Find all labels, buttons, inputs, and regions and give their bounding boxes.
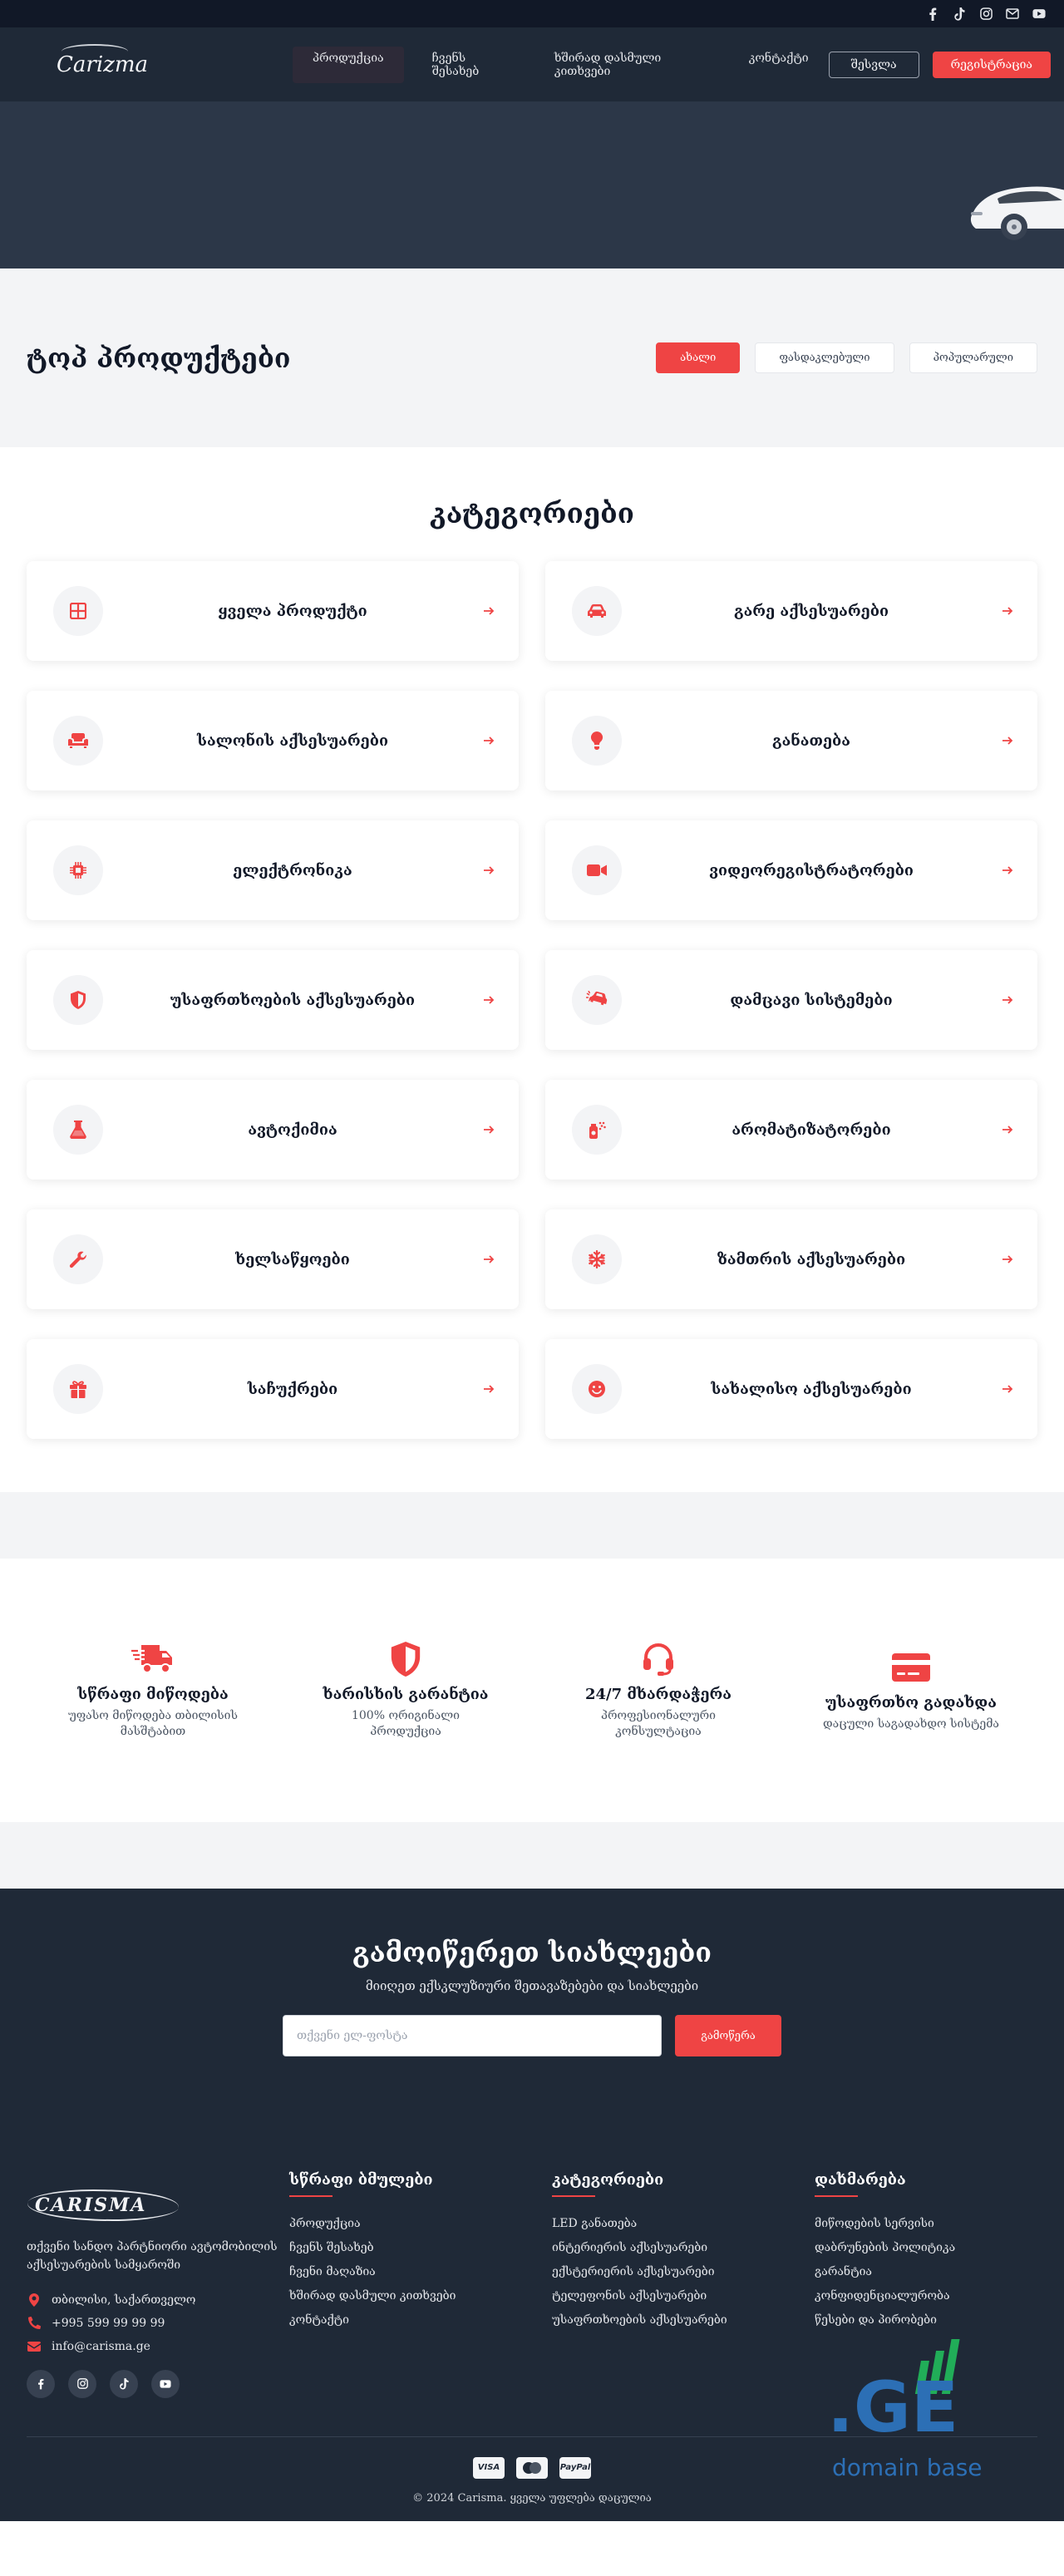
mail-icon[interactable] (1006, 7, 1019, 21)
contact-address (27, 2293, 289, 2307)
category-label: ვიდეორეგისტრატორები (709, 861, 914, 879)
newsletter-section (0, 1889, 1064, 2106)
wrench-icon (53, 1234, 103, 1284)
arrow-right-icon (482, 734, 495, 747)
feature-text: უფასო მიწოდება თბილისის მასშტაბით (68, 1709, 238, 1738)
section-spacer (0, 1492, 1064, 1559)
category-label: ზამთრის აქსესუარები (717, 1250, 906, 1268)
newsletter-subtitle: მიიღეთ ექსკლუზიური შეთავაზებები და სიახლეები (365, 1978, 699, 1993)
feature-support (532, 1641, 785, 1740)
categories-title: კატეგორიები (430, 497, 634, 529)
category-label: ავტოქიმია (248, 1121, 337, 1139)
phone-text[interactable]: +995 599 99 99 99 (52, 2316, 165, 2330)
category-label: საჩუქრები (247, 1380, 338, 1398)
footer-logo[interactable] (27, 2189, 155, 2221)
address-text: თბილისი, საქართველო (52, 2293, 196, 2307)
feature-title: სწრაფი მიწოდება (77, 1686, 229, 1704)
footer-link[interactable]: კონფიდენციალურობა (815, 2289, 950, 2303)
category-card-fresheners[interactable] (545, 1080, 1037, 1180)
arrow-right-icon (1001, 1382, 1014, 1396)
title-underline (289, 2195, 332, 2197)
arrow-right-icon (482, 1123, 495, 1136)
car-icon (572, 586, 622, 636)
arrow-right-icon (482, 1382, 495, 1396)
contact-email (27, 2340, 289, 2353)
grid-icon (53, 586, 103, 636)
gift-icon (53, 1364, 103, 1414)
arrow-right-icon (1001, 1123, 1014, 1136)
flask-icon (53, 1105, 103, 1155)
filter-new[interactable]: ახალი (656, 342, 740, 373)
title-underline (552, 2195, 595, 2197)
car-crash-icon (572, 975, 622, 1025)
feature-text: 100% ორიგინალი პროდუქცია (351, 1709, 460, 1738)
category-card-electronics[interactable] (27, 820, 519, 920)
domain-base-watermark (827, 2327, 993, 2494)
login-button[interactable]: შესვლა (829, 52, 919, 78)
footer-link[interactable]: ტელეფონის აქსესუარები (552, 2289, 707, 2303)
category-card-safety[interactable] (27, 950, 519, 1050)
register-button[interactable]: რეგისტრაცია (933, 52, 1051, 78)
title-underline (815, 2195, 858, 2197)
filter-popular[interactable]: პოპულარული (909, 342, 1037, 373)
youtube-icon[interactable] (1032, 7, 1046, 21)
video-camera-icon (572, 845, 622, 895)
feature-text: პროფესიონალური კონსულტაცია (600, 1709, 717, 1738)
feature-title: უსაფრთხო გადახდა (825, 1693, 997, 1712)
feature-text: დაცული საგადახდო სისტემა (823, 1717, 999, 1731)
product-filters (656, 342, 1037, 373)
category-label: ყველა პროდუქტი (218, 602, 367, 620)
category-label: დამცავი სისტემები (730, 991, 893, 1009)
category-card-lighting[interactable] (545, 691, 1037, 791)
top-products-section (0, 268, 1064, 447)
logo-car-outline (62, 44, 128, 59)
main-header (0, 27, 1064, 102)
nav-faq[interactable]: ხშირად დასმული კითხვები (554, 51, 662, 78)
arrow-right-icon (1001, 864, 1014, 877)
footer-link[interactable]: კონტაქტი (289, 2313, 349, 2327)
footer-link[interactable]: ჩვენი მაღაზია (289, 2265, 376, 2278)
paypal-icon: PayPal (559, 2457, 591, 2479)
tiktok-icon[interactable] (953, 7, 966, 21)
nav-contact[interactable]: კონტაქტი (748, 51, 809, 65)
headset-icon (637, 1641, 680, 1677)
categories-grid (27, 561, 1037, 1439)
site-logo[interactable] (57, 52, 229, 77)
nav-about[interactable]: ჩვენს შესახებ (431, 51, 480, 78)
category-label: გარე აქსესუარები (734, 602, 889, 620)
footer-quick-links (289, 2171, 552, 2398)
footer-link[interactable]: უსაფრთხოების აქსესუარები (552, 2313, 727, 2327)
shield-icon (53, 975, 103, 1025)
footer-link[interactable]: ჩვენს შესახებ (289, 2241, 374, 2254)
subscribe-button[interactable]: გამოწერა (675, 2015, 781, 2056)
newsletter-form (0, 2015, 1064, 2056)
footer-link[interactable]: წესები და პირობები (815, 2313, 937, 2327)
category-card-dashcams[interactable] (545, 820, 1037, 920)
instagram-icon[interactable] (68, 2370, 96, 2398)
footer-link[interactable]: დაბრუნების პოლიტიკა (815, 2241, 956, 2254)
footer-link[interactable]: გარანტია (815, 2265, 872, 2278)
category-card-gifts[interactable] (27, 1339, 519, 1439)
category-card-tools[interactable] (27, 1209, 519, 1309)
phone-icon (27, 2317, 42, 2330)
hero-banner (0, 102, 1064, 268)
section-spacer (0, 1822, 1064, 1889)
category-card-protection[interactable] (545, 950, 1037, 1050)
spray-icon (572, 1105, 622, 1155)
footer-link[interactable]: ხშირად დასმული კითხვები (289, 2289, 456, 2303)
arrow-right-icon (1001, 993, 1014, 1007)
mail-icon (27, 2340, 42, 2353)
footer-column-title: სწრაფი ბმულები (289, 2171, 433, 2189)
category-label: ხელსაწყოები (235, 1250, 350, 1268)
footer-link[interactable]: მიწოდების სერვისი (815, 2217, 934, 2230)
feature-title: ხარისხის გარანტია (323, 1686, 489, 1704)
mastercard-icon (516, 2457, 548, 2479)
top-products-title: ტოპ პროდუქტები (27, 342, 291, 374)
categories-section (0, 447, 1064, 1492)
copyright-text: © 2024 Carisma. ყველა უფლება დაცულია (412, 2491, 652, 2505)
footer-link[interactable]: პროდუქცია (289, 2217, 361, 2230)
email-text[interactable]: info@carisma.ge (52, 2339, 150, 2353)
credit-card-icon (889, 1649, 933, 1686)
couch-icon (53, 716, 103, 766)
category-card-autochemistry[interactable] (27, 1080, 519, 1180)
footer-description: თქვენი სანდო პარტნიორი ავტომობილის აქსესუარების სამყაროში (27, 2240, 278, 2273)
facebook-icon[interactable] (926, 7, 939, 21)
arrow-right-icon (482, 993, 495, 1007)
instagram-icon[interactable] (979, 7, 993, 21)
category-card-fun[interactable] (545, 1339, 1037, 1439)
footer-logo-text: CARISMA (35, 2194, 147, 2216)
footer-link[interactable]: ექსტერიერის აქსესუარები (552, 2265, 715, 2278)
footer-categories (552, 2171, 815, 2398)
chip-icon (53, 845, 103, 895)
footer-social-links (27, 2370, 289, 2398)
car-image (964, 170, 1064, 245)
arrow-right-icon (482, 604, 495, 618)
feature-secure-payment (785, 1649, 1037, 1732)
footer-about (27, 2171, 289, 2398)
tiktok-icon[interactable] (110, 2370, 138, 2398)
nav-products[interactable]: პროდუქცია (293, 47, 404, 83)
category-card-winter[interactable] (545, 1209, 1037, 1309)
features-section (0, 1559, 1064, 1822)
category-label: ელექტრონიკა (233, 861, 352, 879)
category-card-interior[interactable] (27, 691, 519, 791)
category-card-all-products[interactable] (27, 561, 519, 661)
category-label: სახალისო აქსესუარები (711, 1380, 912, 1398)
feature-fast-delivery (27, 1641, 279, 1740)
watermark-domain-text: domain base (832, 2454, 983, 2481)
logo-text: Carizma (57, 52, 148, 77)
filter-discounted[interactable]: ფასდაკლებული (755, 342, 894, 373)
arrow-right-icon (482, 1253, 495, 1266)
arrow-right-icon (1001, 734, 1014, 747)
category-label: სალონის აქსესუარები (196, 731, 389, 750)
contact-phone (27, 2317, 289, 2330)
logo-swoosh (21, 2189, 185, 2221)
category-card-exterior[interactable] (545, 561, 1037, 661)
shield-icon (384, 1641, 427, 1677)
smile-icon (572, 1364, 622, 1414)
footer-link[interactable]: ინტერიერის აქსესუარები (552, 2241, 708, 2254)
feature-title: 24/7 მხარდაჭერა (584, 1686, 732, 1704)
location-pin-icon (27, 2293, 42, 2307)
footer-column-title: კატეგორიები (552, 2171, 664, 2189)
feature-quality (279, 1641, 532, 1740)
arrow-right-icon (482, 864, 495, 877)
watermark-ge-text: .GE (827, 2367, 959, 2448)
category-label: განათება (772, 731, 850, 750)
main-nav (293, 47, 829, 83)
newsletter-title: გამოიწერეთ სიახლეები (352, 1937, 712, 1968)
visa-icon: VISA (473, 2457, 505, 2479)
category-label: არომატიზატორები (732, 1121, 891, 1139)
snowflake-icon (572, 1234, 622, 1284)
youtube-icon[interactable] (151, 2370, 180, 2398)
category-label: უსაფრთხოების აქსესუარები (170, 991, 416, 1009)
auth-buttons (829, 52, 1051, 78)
facebook-icon[interactable] (27, 2370, 55, 2398)
footer-link[interactable]: LED განათება (552, 2217, 638, 2230)
arrow-right-icon (1001, 1253, 1014, 1266)
truck-icon (131, 1641, 175, 1677)
arrow-right-icon (1001, 604, 1014, 618)
newsletter-email-input[interactable] (283, 2015, 662, 2056)
lightbulb-icon (572, 716, 622, 766)
top-social-bar (0, 0, 1064, 27)
footer-column-title: დახმარება (815, 2171, 906, 2189)
